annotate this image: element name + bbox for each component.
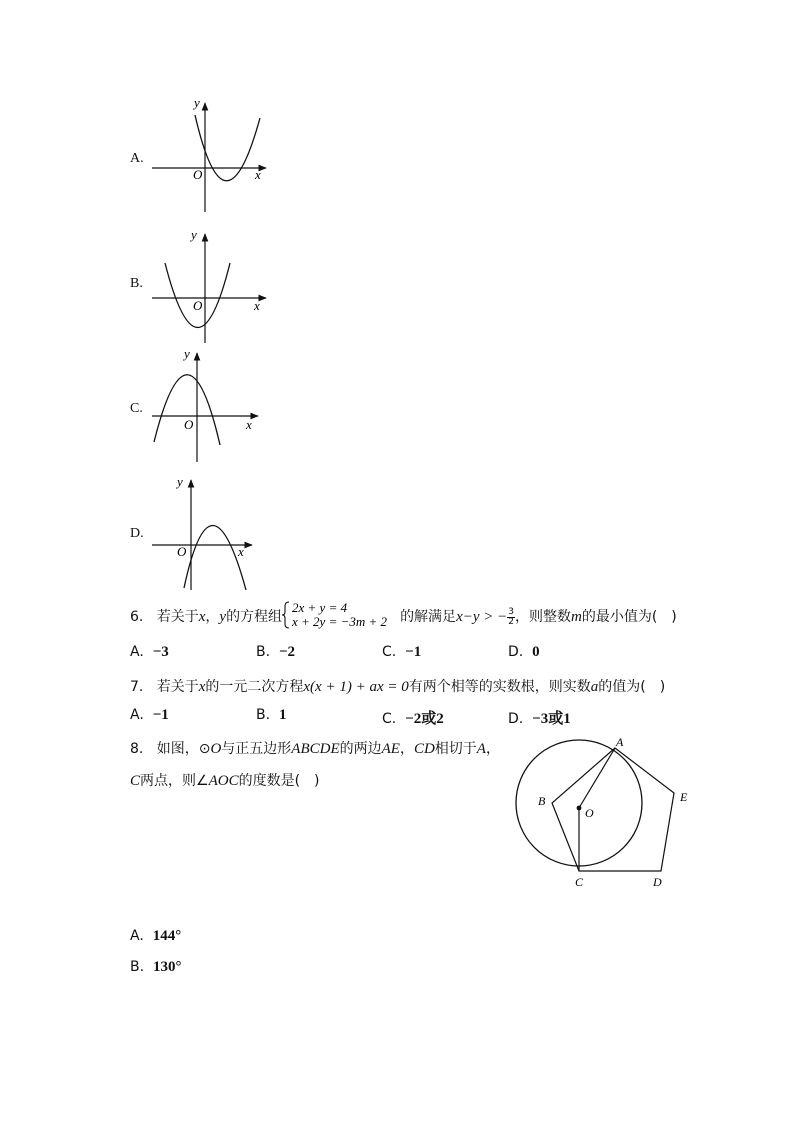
q6-var-x: x [198,609,206,625]
option-value: −2或2 [405,711,444,727]
x-label: x [238,544,244,559]
option-value: 130° [152,959,182,975]
q8-text: 与正五边形 [221,741,292,757]
q6-text: ， [205,609,220,625]
q7-text: 若关于 [156,679,199,695]
x-label: x [254,298,260,313]
question-8-line-1 [130,738,500,758]
q6-var-y: y [219,609,227,625]
q7-text: 的一元二次方程 [205,679,304,695]
y-label: y [184,346,190,361]
q6-text: 若关于 [156,609,199,625]
parabola [154,375,220,445]
pentagon-abcde [552,748,674,871]
q8-option-b[interactable] [130,959,181,976]
option-value: −3 [152,644,169,660]
q7-var-x: x [198,679,206,695]
option-letter: C. [382,644,397,660]
option-b-letter: B. [130,276,143,291]
option-c-letter: C. [130,401,143,416]
q6-option-d[interactable] [508,644,540,661]
q7-option-b[interactable] [256,707,286,724]
q6-text: 的解满足 [400,609,457,625]
q8-var-abcde: ABCDE [291,741,340,757]
option-letter: A. [130,644,144,660]
x-label: x [255,167,261,182]
option-letter: D. [508,644,524,660]
segment-oa [579,748,615,808]
option-a-graph [148,95,273,215]
option-value: 144° [152,928,182,944]
q8-var-a: A [476,741,486,757]
center-point [577,806,582,811]
y-label: y [191,227,197,242]
fraction [507,608,515,627]
question-number: 8. [130,741,144,757]
option-letter: B. [256,644,271,660]
q8-text: 的两边 [339,741,382,757]
origin-label: O [184,417,194,432]
q8-figure [505,730,705,895]
equation-1: 2x + y = 4 [292,600,348,615]
fraction-numerator: 3 [508,606,514,617]
option-letter: D. [508,711,524,727]
option-value: −1 [152,707,169,723]
question-7 [130,676,665,696]
option-value: 1 [278,707,287,723]
q8-text: 相切于 [434,741,477,757]
option-d-graph [148,472,273,594]
q6-option-c[interactable] [382,644,421,661]
question-number: 7. [130,679,144,695]
label-e: E [680,790,688,804]
q8-text: ， [485,741,500,757]
x-label: x [246,417,252,432]
y-label: y [177,474,183,489]
equation-system [282,600,400,630]
q8-text: 的度数是( ) [238,773,320,789]
q7-text: 的值为( ) [598,679,666,695]
parabola [184,525,246,590]
question-8-line-2 [130,770,320,790]
option-value: −2 [278,644,296,660]
option-value: 0 [532,644,540,660]
option-letter: A. [130,707,144,723]
q8-text: 如图，⊙ [156,741,211,757]
fraction-denominator: 2 [508,616,514,627]
q6-option-a[interactable] [130,644,169,661]
option-letter: C. [382,711,397,727]
label-d: D [653,875,662,889]
q6-text: ，则整数 [514,609,571,625]
origin-label: O [193,167,203,182]
q8-var-o: O [210,741,222,757]
q8-text: ， [399,741,414,757]
origin-label: O [193,298,203,313]
option-d-letter: D. [130,526,144,541]
question-6 [130,602,677,632]
option-a-letter: A. [130,151,144,166]
q8-option-a[interactable] [130,928,181,945]
option-b-graph [148,226,273,346]
q8-var-c: C [130,773,141,789]
q7-option-d[interactable] [508,707,571,728]
option-c-graph [148,345,273,465]
q6-text: 的方程组 [226,609,283,625]
label-c: C [575,875,584,889]
y-label: y [194,95,200,110]
q8-text: 两点，则∠ [140,773,209,789]
q7-option-c[interactable] [382,707,444,728]
q7-option-a[interactable] [130,707,169,724]
q6-condition: x−y > − [456,609,508,625]
q7-equation: x(x + 1) + ax = 0 [303,679,409,695]
option-letter: A. [130,928,144,944]
option-value: −1 [405,644,422,660]
q7-var-a: a [590,679,599,695]
q8-var-cd: CD [413,741,435,757]
origin-label: O [177,544,187,559]
option-letter: B. [130,959,145,975]
equation-2: x + 2y = −3m + 2 [292,614,388,629]
label-a: A [616,735,624,749]
label-b: B [538,794,546,808]
q8-var-aoc: AOC [208,773,239,789]
question-number: 6. [130,609,144,625]
q8-var-ae: AE [381,741,400,757]
q6-option-b[interactable] [256,644,295,661]
option-value: −3或1 [532,711,571,727]
q6-var-m: m [570,609,582,625]
q7-text: 有两个相等的实数根，则实数 [408,679,591,695]
parabola [165,263,230,328]
option-letter: B. [256,707,271,723]
label-o: O [585,806,594,820]
q6-text: 的最小值为( ) [581,609,677,625]
